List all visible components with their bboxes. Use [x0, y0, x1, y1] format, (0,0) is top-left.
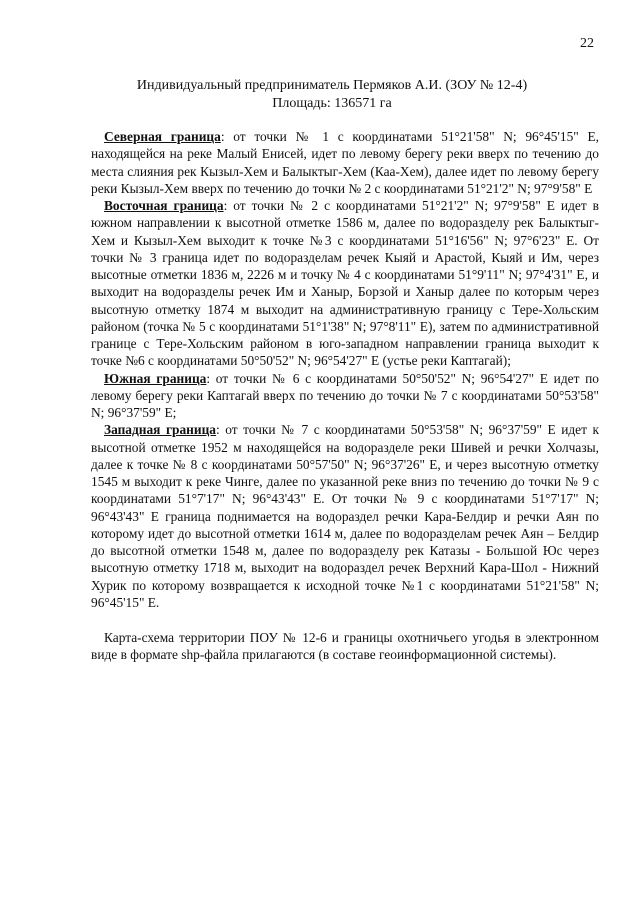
south-boundary-heading: Южная граница [104, 370, 207, 386]
north-boundary-paragraph [91, 128, 599, 197]
east-boundary-text: : от точки № 2 с координатами 51°21'2" N; 97°9'58" E идет в южном направлении к высотной отметке 1586 м, далее по водоразделу рек Балыктыг-Хем и Кызыл-Хем выходит к точке №3 с координатами 51°16'56" N; 97°6'23" E. От точки № 3 граница идет по водоразделам речек Кыяй и Арастой, Кыяй и Им, через высотные отметки 1836 м, 2226 м и точку № 4 с координатами 51°9'11" N; 97°4'31" E, и выходит на водоразделы речек Им и Ханыр, Борзой и Ханыр далее по которым через высотную отметку 1874 м выходит на административную границу с Тере-Хольским районом (точка № 5 с координатами 51°1'38" N; 97°8'11" E), затем по административной границе с Тере-Хольским районом в юго-западном направлении граница выходит к точке №6 с координатами 50°50'52" N; 96°54'27" E (устье реки Каптагай); [91, 198, 599, 369]
page-number: 22 [580, 36, 594, 51]
header-area: Площадь: 136571 га [272, 96, 392, 111]
south-boundary-text: : от точки № 6 с координатами 50°50'52" N; 96°54'27" E идет по левому берегу реки Каптагай вверх по течению до точки № 7 с координатами 50°53'58" N; 96°37'59" E; [91, 370, 599, 420]
west-boundary-paragraph [91, 421, 599, 611]
document-body [91, 128, 599, 664]
south-boundary-paragraph [91, 370, 599, 422]
north-boundary-heading: Северная граница [104, 129, 221, 144]
document-header [60, 77, 604, 113]
north-boundary-text: : от точки № 1 с координатами 51°21'58" N; 96°45'15" E, находящейся на реке Малый Енисей, идет по левому берегу реки вверх по течению до места слияния рек Кызыл-Хем и Балыктыг-Хем (Каа-Хем), далее идет по левому берегу реки Кызыл-Хем вверх по течению до точки № 2 с координатами 51°21'2" N; 97°9'58" E [91, 129, 599, 196]
header-title: Индивидуальный предприниматель Пермяков А.И. (ЗОУ № 12-4) [136, 78, 528, 93]
west-boundary-text: : от точки № 7 с координатами 50°53'58" N; 96°37'59" E идет к высотной отметке 1952 м находящейся на водоразделе реки Шивей и речки Холчазы, далее к точке № 8 с координатами 50°57'50" N; 96°37'26" E, и через высотную отметку 1545 м выходит к реке Чинге, далее по указанной реке вниз по течению до точки № 9 с координатами 51°7'17" N; 96°43'43" E. От точки № 9 с координатами 51°7'17" N; 96°43'43" E граница поднимается на водораздел речки Кара-Белдир и речки Аян по которому идет до высотной отметки 1614 м, далее по водоразделам речек Аян – Белдир до высотной отметки 1548 м, далее по водоразделу рек Катазы - Большой Юс через высотную отметку 1718 м, выходит на водораздел речек Верхний Кара-Шол - Нижний Хурик по которому возвращается к исходной точке №1 с координатами 51°21'58" N; 96°45'15" E. [91, 422, 599, 610]
east-boundary-paragraph [91, 197, 599, 370]
map-note-paragraph: Карта-схема территории ПОУ № 12-6 и границы охотничьего угодья в электронном виде в формате shp-файла прилагаются (в составе геоинформационной системы). [91, 630, 599, 663]
east-boundary-heading: Восточная граница [104, 198, 224, 213]
west-boundary-heading: Западная граница [104, 422, 217, 438]
